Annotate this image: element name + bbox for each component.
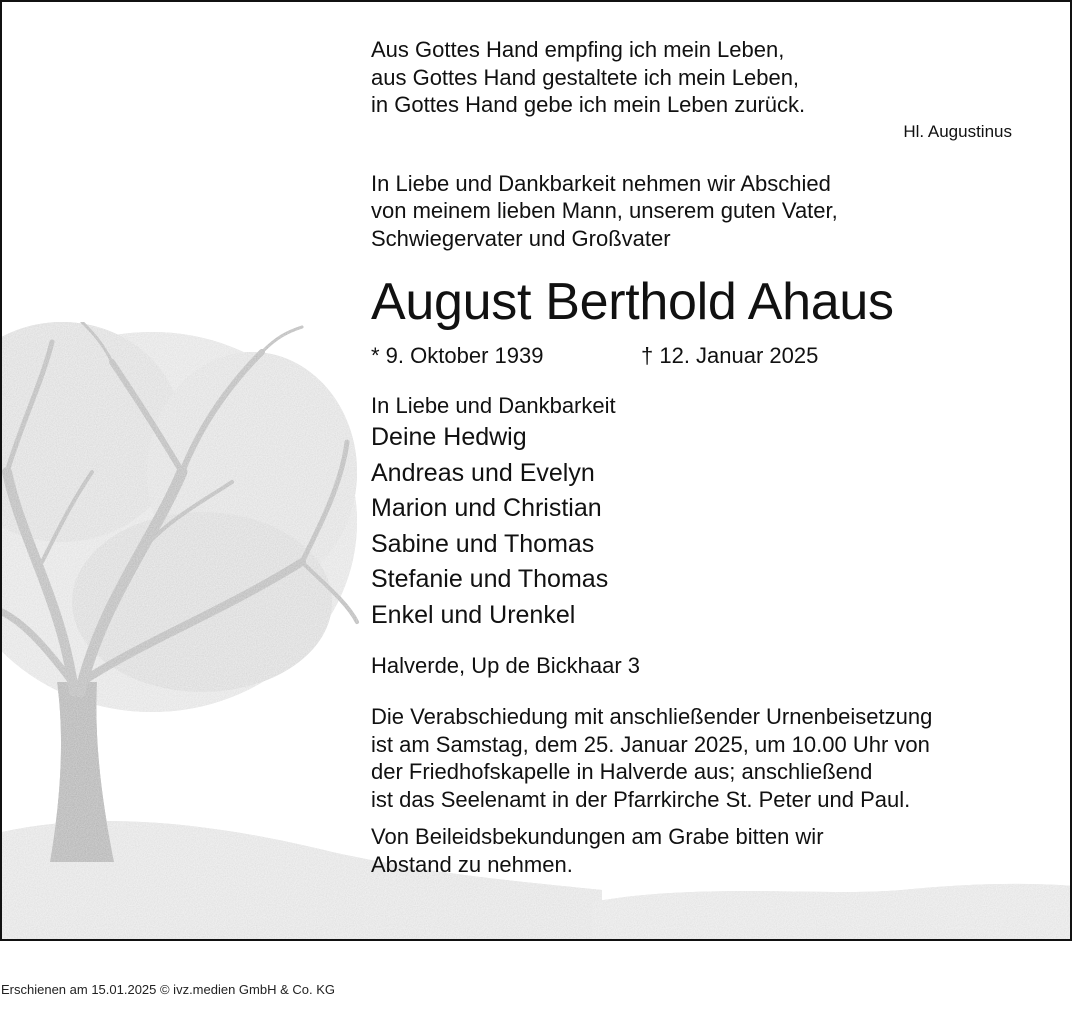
condolence-line: Abstand zu nehmen. [371,851,573,877]
deceased-name: August Berthold Ahaus [371,273,894,331]
notice-content [371,36,1021,878]
intro-line: In Liebe und Dankbarkeit nehmen wir Abschied [371,170,831,196]
verse-line: Aus Gottes Hand empfing ich mein Leben, [371,37,785,62]
verse-author: Hl. Augustinus [903,121,1012,141]
mourner-name: Enkel und Urenkel [371,600,576,629]
service-line: Die Verabschiedung mit anschließender Urnenbeisetzung [371,704,933,729]
life-dates [371,342,1021,370]
mourners-list [371,420,1021,633]
condolence-line: Von Beileidsbekundungen am Grabe bitten wir [371,824,824,849]
birth-date: * 9. Oktober 1939 [371,343,544,368]
mourner-name: Deine Hedwig [371,423,527,451]
service-details [371,703,1021,813]
family-address: Halverde, Up de Bickhaar 3 [371,653,641,678]
service-line: ist das Seelenamt in der Pfarrkirche St. Peter und Paul. [371,786,911,812]
intro-line: von meinem lieben Mann, unserem guten Vater, [371,198,838,223]
service-line: ist am Samstag, dem 25. Januar 2025, um 10.00 Uhr von [371,731,930,757]
verse-line: aus Gottes Hand gestaltete ich mein Leben, [371,64,800,90]
service-line: der Friedhofskapelle in Halverde aus; anschließend [371,759,873,784]
death-date: † 12. Januar 2025 [641,343,819,368]
verse [371,36,1021,119]
mourner-name: Sabine und Thomas [371,529,595,558]
intro-line: Schwiegervater und Großvater [371,225,671,251]
mourner-name: Marion und Christian [371,494,602,522]
mourner-name: Andreas und Evelyn [371,458,595,487]
mourners-intro: In Liebe und Dankbarkeit [371,393,616,418]
publication-footer: Erschienen am 15.01.2025 © ivz.medien GmbH & Co. KG [1,982,336,997]
farewell-intro [371,170,1021,253]
verse-line: in Gottes Hand gebe ich mein Leben zurück. [371,92,806,117]
mourner-name: Stefanie und Thomas [371,565,609,593]
condolence-note [371,823,1021,878]
